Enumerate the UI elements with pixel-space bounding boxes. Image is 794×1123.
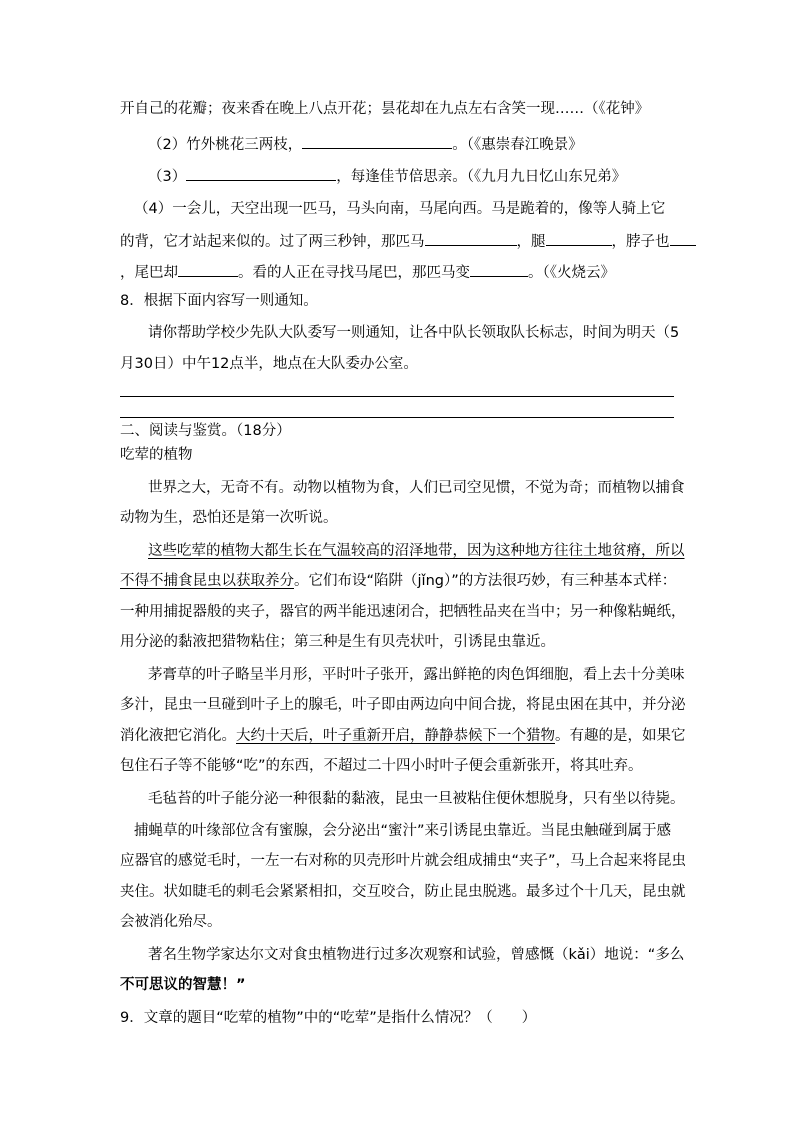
answer-blank[interactable]	[670, 231, 696, 246]
para-4: 毛毡苔的叶子能分泌一种很黏的黏液，昆虫一旦被粘住便休想脱身，只有坐以待毙。	[148, 791, 685, 807]
para-2-line-1: 这些吃荤的植物大都生长在气温较高的沼泽地带，因为这种地方往往土地贫瘠，所以	[148, 543, 685, 559]
answer-line[interactable]	[120, 417, 674, 418]
q8-line-1: 请你帮助学校少先队大队委写一则通知，让各中队长领取队长标志，时间为明天（5	[148, 325, 680, 341]
q7-item-4-line-2	[120, 231, 696, 252]
item-number: （3）	[148, 169, 187, 185]
para-1-line-2: 动物为生，恐怕还是第一次听说。	[120, 510, 338, 526]
item-text: ，尾巴却	[120, 265, 178, 281]
answer-blank[interactable]	[186, 166, 336, 181]
answer-blank[interactable]	[178, 262, 238, 277]
item-text: ，每逢佳节倍思亲。（《九月九日忆山东兄弟》	[336, 169, 627, 185]
item-text: ，脖子也	[611, 234, 670, 250]
item-number: （2）	[148, 137, 187, 153]
answer-blank[interactable]	[425, 231, 517, 246]
para-2-line-4: 用分泌的黏液把猎物粘住；第三种是生有贝壳状叶，引诱昆虫靠近。	[120, 634, 555, 650]
para-6-line-2: 不可思议的智慧！”	[120, 977, 246, 993]
para-2-line-3: 一种用捕捉器般的夹子，器官的两半能迅速闭合，把牺牲品夹在当中；另一种像粘蝇纸，	[120, 604, 686, 620]
q7-item-4-line-1: （4）一会儿，天空出现一匹马，马头向南，马尾向西。马是跪着的，像等人骑上它	[134, 201, 666, 217]
para-3-line-4: 包住石子等不能够“吃”的东西，不超过二十四小时叶子便会重新张开，将其吐弃。	[120, 758, 643, 774]
para-6-line-1: 著名生物学家达尔文对食虫植物进行过多次观察和试验，曾感慨（kǎi）地说：“多么	[148, 947, 685, 963]
article-title: 吃荤的植物	[120, 447, 193, 463]
underlined-text: 大约十天后，叶子重新开启，静静恭候下一个猎物	[236, 728, 555, 744]
para-3-line-2: 多汁，昆虫一旦碰到叶子上的腺毛，叶子即由两边向中间合拢，将昆虫困在其中，并分泌	[120, 697, 686, 713]
q7-line-1: 开自己的花瓣；夜来香在晚上八点开花；昙花却在九点左右含笑一现……（《花钟》	[120, 101, 650, 117]
para-text: 。它们布设“陷阱（jǐng）”的方法很巧妙，有三种基本式样：	[294, 573, 677, 589]
item-source: 。（《惠崇春江晚景》	[452, 137, 583, 153]
q8-title: 8．根据下面内容写一则通知。	[120, 293, 318, 309]
q7-item-3	[148, 166, 626, 187]
para-3-line-3	[120, 726, 686, 746]
para-5-line-1: 捕蝇草的叶缘部位含有蜜腺，会分泌出“蜜汁”来引诱昆虫靠近。当昆虫触碰到属于感	[134, 823, 672, 839]
para-5-line-4: 会被消化殆尽。	[120, 914, 222, 930]
item-text: 。看的人正在寻找马尾巴，那匹马变	[238, 265, 470, 281]
answer-blank[interactable]	[302, 134, 452, 149]
answer-blank[interactable]	[546, 231, 612, 246]
item-text: 。（《火烧云》	[528, 265, 615, 281]
para-5-line-3: 夹住。状如睫毛的刺毛会紧紧相扣，交互咬合，防止昆虫脱逃。最多过个十几天，昆虫就	[120, 884, 686, 900]
para-2-line-2	[120, 571, 676, 591]
q7-item-2	[148, 134, 583, 155]
underlined-text: 不得不捕食昆虫以获取养分	[120, 573, 294, 589]
section-heading: 二、阅读与鉴赏。（18分）	[120, 423, 291, 439]
answer-line[interactable]	[120, 396, 674, 397]
q7-item-4-line-3	[120, 262, 615, 283]
q8-line-2: 月30日）中午12点半，地点在大队委办公室。	[120, 356, 418, 372]
para-text: 消化液把它消化。	[120, 728, 236, 744]
para-text: 。有趣的是，如果它	[555, 728, 686, 744]
item-text: ，腿	[516, 234, 546, 250]
q9-question: 9．文章的题目“吃荤的植物”中的“吃荤”是指什么情况？（ ）	[120, 1010, 537, 1026]
item-text: 竹外桃花三两枝，	[186, 137, 303, 153]
item-text: 的背，它才站起来似的。过了两三秒钟，那匹马	[120, 234, 425, 250]
answer-blank[interactable]	[470, 262, 528, 277]
para-5-line-2: 应器官的感觉毛时，一左一右对称的贝壳形叶片就会组成捕虫“夹子”，马上合起来将昆虫	[120, 853, 687, 869]
para-1-line-1: 世界之大，无奇不有。动物以植物为食，人们已司空见惯，不觉为奇；而植物以捕食	[148, 480, 685, 496]
para-3-line-1: 茅膏草的叶子略呈半月形，平时叶子张开，露出鲜艳的肉色饵细胞，看上去十分美味	[148, 667, 685, 683]
